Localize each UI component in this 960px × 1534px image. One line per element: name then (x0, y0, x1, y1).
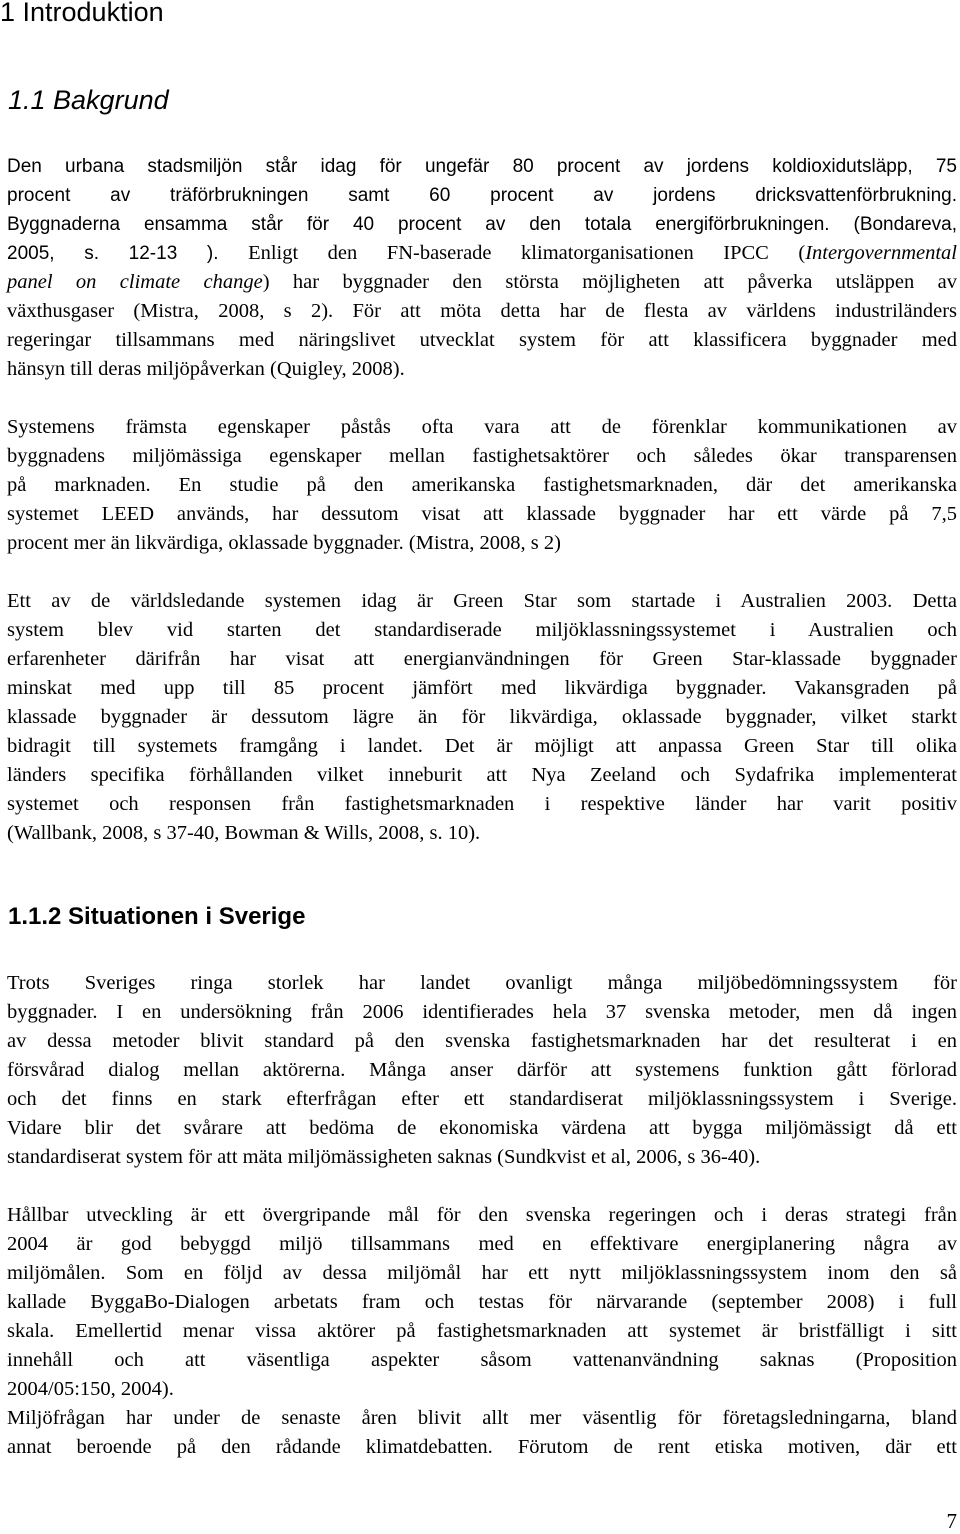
text-line: minskat med upp till 85 procent jämfört med likvärdiga byggnader. Vakansgraden på (7, 677, 957, 699)
text-line: Trots Sveriges ringa storlek har landet ovanligt många miljöbedömningssystem för (7, 972, 957, 994)
text-line: annat beroende på den rådande klimatdebatten. Förutom de rent etiska motiven, där ett (7, 1436, 957, 1458)
text-line: skala. Emellertid menar vissa aktörer på fastighetsmarknaden att systemet är bristfälligt i sitt (7, 1320, 957, 1342)
text-line: Vidare blir det svårare att bedöma de ekonomiska värdena att bygga miljömässigt då ett (7, 1117, 957, 1139)
text-span: Enligt den FN-baserade klimatorganisationen IPCC ( (218, 242, 806, 264)
text-line: systemet och responsen från fastighetsmarknaden i respektive länder har varit positiv (7, 793, 957, 815)
text-line: länders specifika förhållanden vilket inneburit att Nya Zeeland och Sydafrika implementerat (7, 764, 957, 786)
paragraph-2 (7, 413, 957, 558)
text-line: 2004 är god bebyggd miljö tillsammans med en effektivare energiplanering några av (7, 1233, 957, 1255)
text-line: systemet LEED används, har dessutom visat att klassade byggnader har ett värde på 7,5 (7, 503, 957, 525)
text-line: (Wallbank, 2008, s 37-40, Bowman & Wills, 2008, s. 10). (7, 822, 481, 844)
text-line: kallade ByggaBo-Dialogen arbetats fram och testas för närvarande (september 2008) i full (7, 1291, 957, 1313)
paragraph-5 (7, 1201, 957, 1404)
section-heading: 1.1 Bakgrund (8, 85, 169, 115)
text-span: 2005, s. 12-13 ). (7, 243, 219, 264)
text-line: system blev vid starten det standardiserade miljöklassningssystemet i Australien och (7, 619, 957, 641)
text-line: byggnader. I en undersökning från 2006 identifierades hela 37 svenska metoder, men då ingen (7, 1001, 957, 1023)
text-line: 2004/05:150, 2004). (7, 1378, 174, 1400)
paragraph-1 (7, 152, 957, 384)
paragraph-3 (7, 587, 957, 848)
text-line: försvårad dialog mellan aktörerna. Många anser därför att systemens funktion gått förlorad (7, 1059, 957, 1081)
italic-term: Intergovernmental (805, 242, 957, 264)
text-line: regeringar tillsammans med näringslivet utvecklat system för att klassificera byggnader med (7, 329, 957, 351)
text-line: Systemens främsta egenskaper påstås ofta vara att de förenklar kommunikationen av (7, 416, 957, 438)
italic-term: panel on climate change (7, 271, 263, 293)
text-line: miljömålen. Som en följd av dessa miljömål har ett nytt miljöklassningssystem inom den så (7, 1262, 957, 1284)
text-line: standardiserat system för att mäta miljömässigheten saknas (Sundkvist et al, 2006, s 36-40). (7, 1146, 761, 1168)
text-line: innehåll och att väsentliga aspekter såsom vattenanvändning saknas (Proposition (7, 1349, 957, 1371)
text-line: och det finns en stark efterfrågan efter ett standardiserat miljöklassningssystem i Sverige. (7, 1088, 957, 1110)
text-line: på marknaden. En studie på den amerikanska fastighetsmarknaden, där det amerikanska (7, 474, 957, 496)
paragraph-6 (7, 1404, 957, 1462)
chapter-heading: 1 Introduktion (0, 0, 164, 27)
text-line: klassade byggnader är dessutom lägre än för likvärdiga, oklassade byggnader, vilket starkt (7, 706, 957, 728)
text-line: Hållbar utveckling är ett övergripande mål för den svenska regeringen och i deras strategi från (7, 1204, 957, 1226)
text-line: procent av träförbrukningen samt 60 procent av jordens dricksvattenförbrukning. (7, 185, 957, 206)
paragraph-4 (7, 969, 957, 1172)
text-line: Den urbana stadsmiljön står idag för ungefär 80 procent av jordens koldioxidutsläpp, 75 (7, 156, 957, 177)
text-line: bidragit till systemets framgång i landet. Det är möjligt att anpassa Green Star till olika (7, 735, 957, 757)
text-line: Ett av de världsledande systemen idag är Green Star som startade i Australien 2003. Detta (7, 590, 957, 612)
page-number: 7 (946, 1509, 957, 1533)
text-line: erfarenheter därifrån har visat att energianvändningen för Green Star-klassade byggnader (7, 648, 957, 670)
text-line: Miljöfrågan har under de senaste åren blivit allt mer väsentlig för företagsledningarna, bland (7, 1407, 957, 1429)
text-line (7, 268, 957, 297)
text-line: hänsyn till deras miljöpåverkan (Quigley, 2008). (7, 358, 405, 380)
text-line (7, 239, 957, 268)
text-span: ) har byggnader den största möjligheten att påverka utsläppen av (262, 271, 957, 293)
text-line: av dessa metoder blivit standard på den svenska fastighetsmarknaden har det resulterat i en (7, 1030, 957, 1052)
text-line: Byggnaderna ensamma står för 40 procent av den totala energiförbrukningen. (Bondareva, (7, 214, 957, 235)
subsection-heading: 1.1.2 Situationen i Sverige (8, 903, 306, 930)
text-line: växthusgaser (Mistra, 2008, s 2). För att möta detta har de flesta av världens industriländers (7, 300, 957, 322)
text-line: procent mer än likvärdiga, oklassade byggnader. (Mistra, 2008, s 2) (7, 532, 561, 554)
text-line: byggnadens miljömässiga egenskaper mellan fastighetsaktörer och således ökar transparensen (7, 445, 957, 467)
